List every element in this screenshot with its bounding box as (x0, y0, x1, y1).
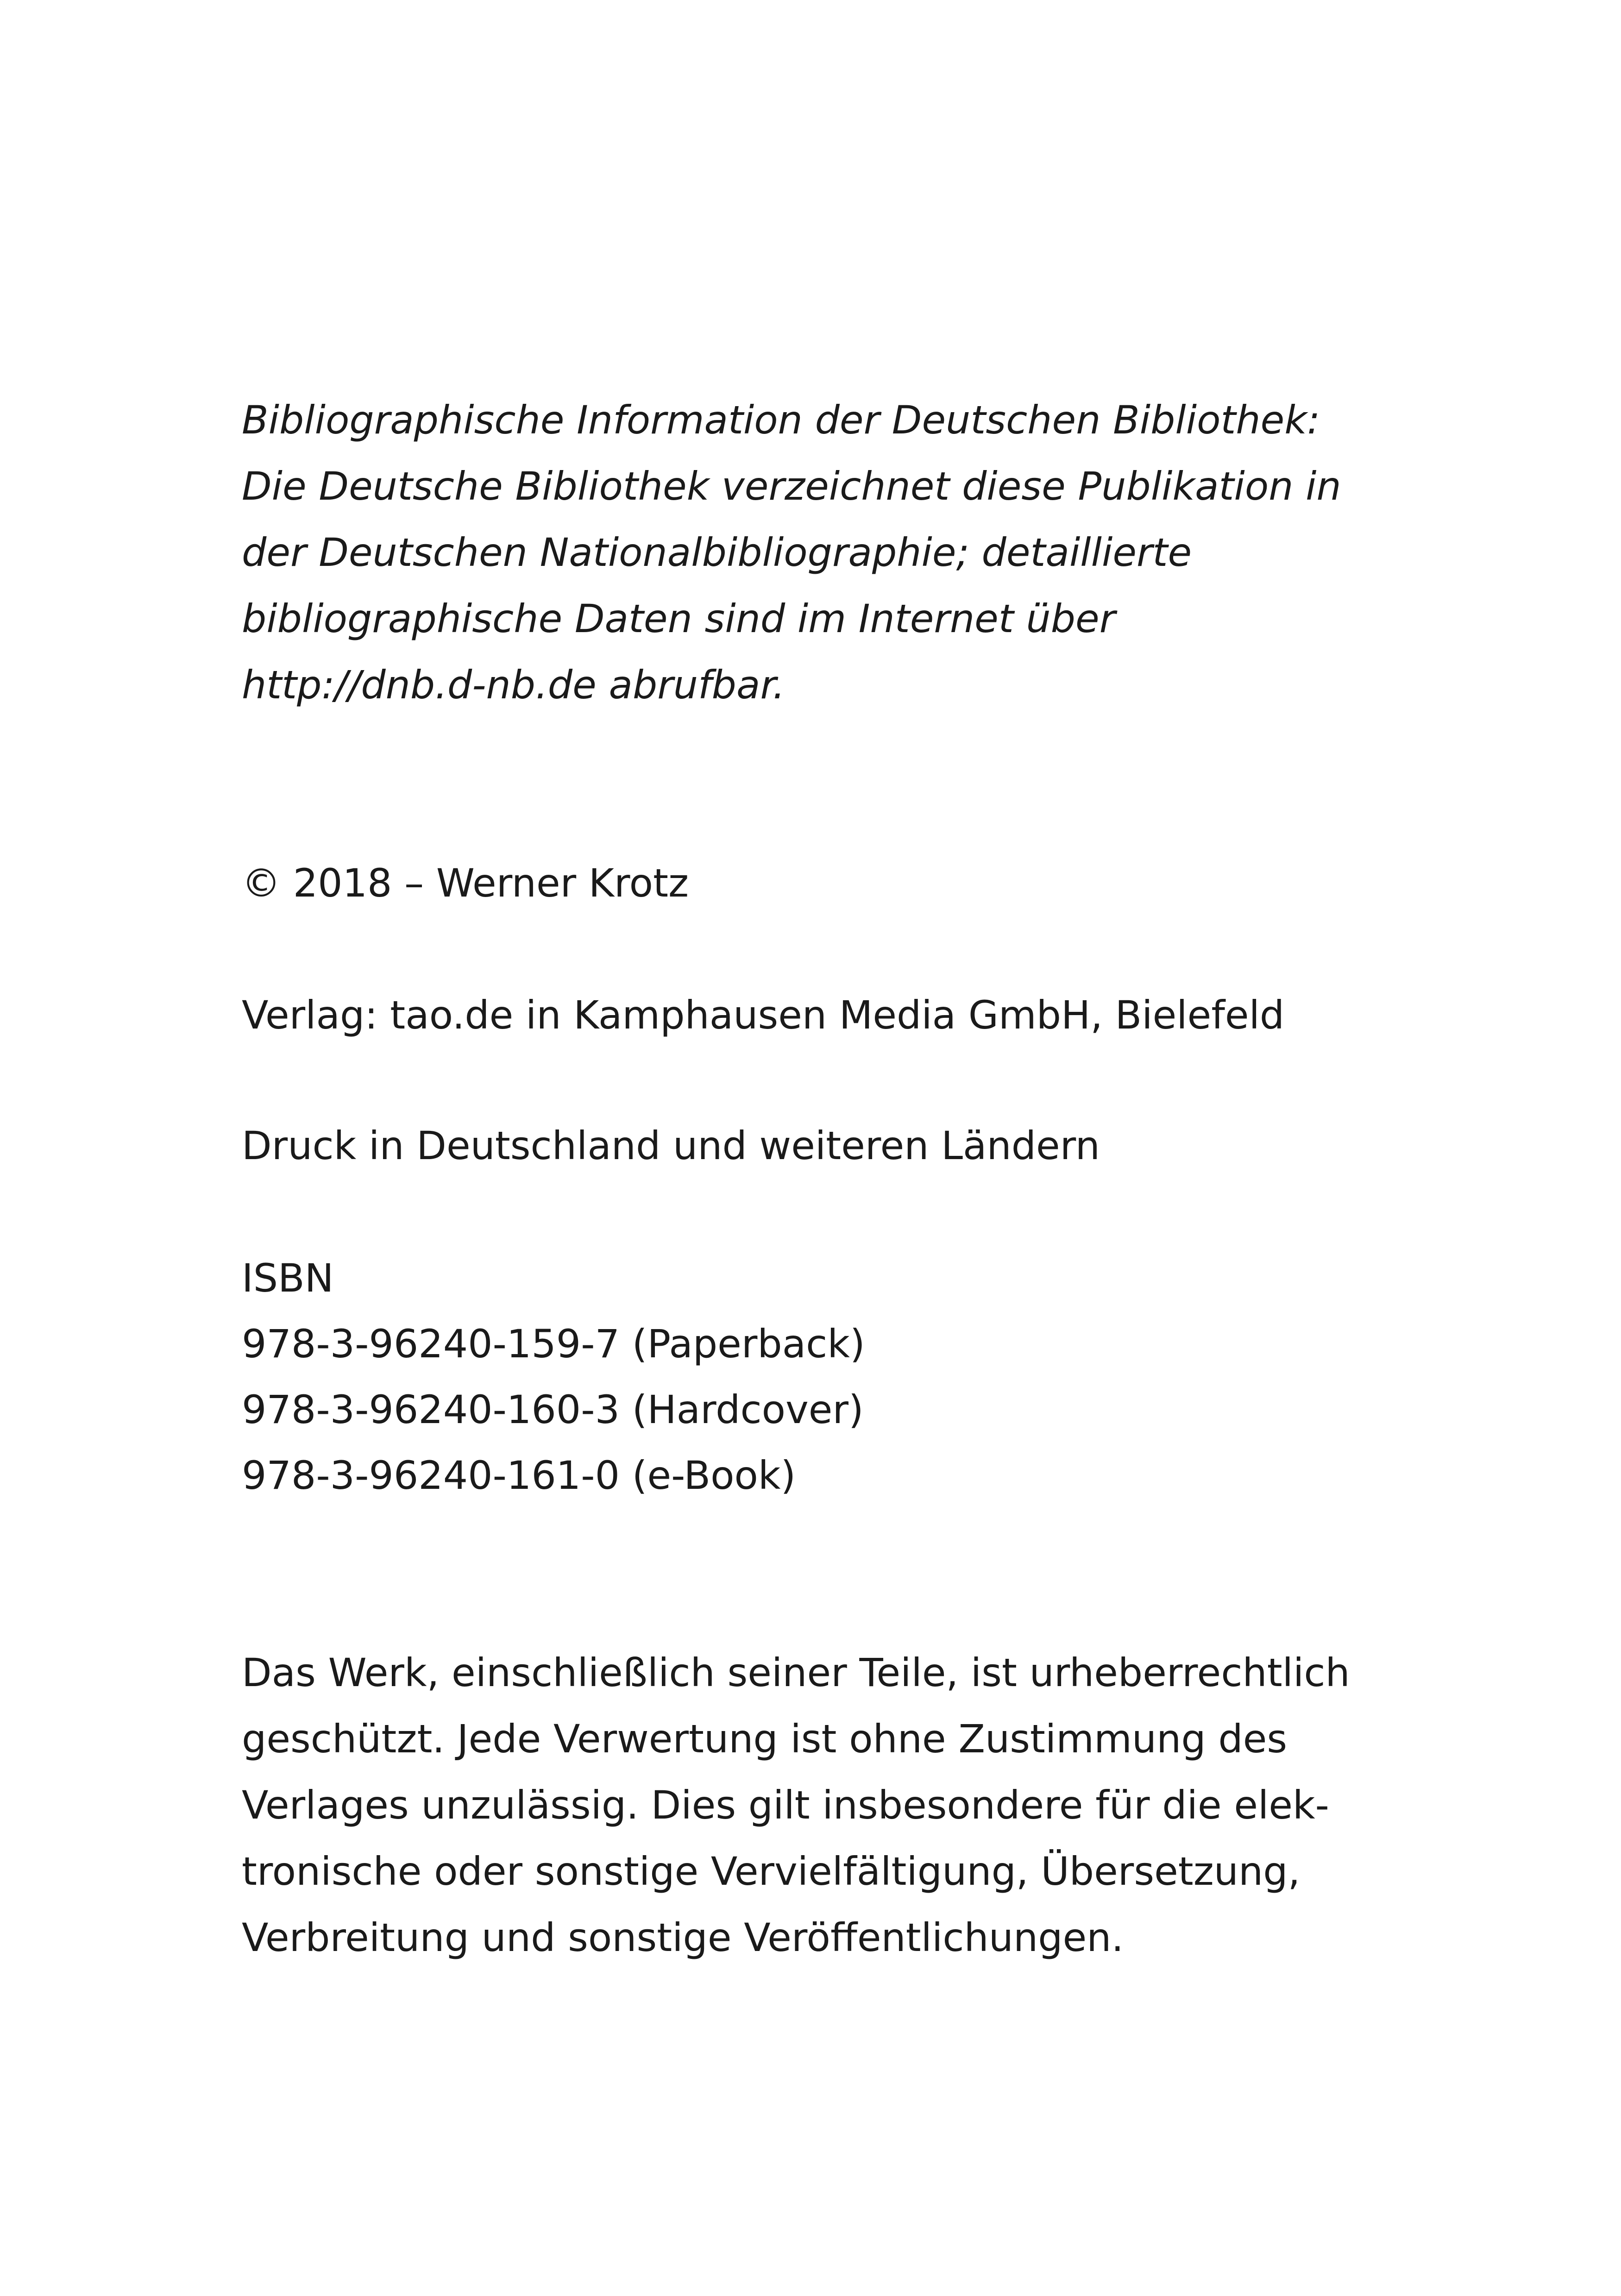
publisher-line: Verlag: tao.de in Kamphausen Media GmbH, Bielefeld (242, 992, 1285, 1038)
rights-notice-line: Verlages unzulässig. Dies gilt insbesondere für die elek- (242, 1782, 1329, 1828)
bibliographic-info-line: Bibliographische Information der Deutschen Bibliothek: (242, 397, 1320, 443)
printing-line: Druck in Deutschland und weiteren Ländern (242, 1123, 1100, 1168)
rights-notice-line: tronische oder sonstige Vervielfältigung, Übersetzung, (242, 1849, 1301, 1894)
rights-notice-line: geschützt. Jede Verwertung ist ohne Zustimmung des (242, 1716, 1288, 1762)
bibliographic-info-line: der Deutschen Nationalbibliographie; detaillierte (242, 530, 1192, 575)
bibliographic-info-line: Die Deutsche Bibliothek verzeichnet diese Publikation in (242, 464, 1341, 509)
isbn-ebook: 978-3-96240-161-0 (e-Book) (242, 1453, 796, 1498)
rights-notice-line: Verbreitung und sonstige Veröffentlichungen. (242, 1915, 1124, 1960)
rights-notice-line: Das Werk, einschließlich seiner Teile, ist urheberrechtlich (242, 1650, 1350, 1695)
isbn-label: ISBN (242, 1255, 334, 1301)
isbn-paperback: 978-3-96240-159-7 (Paperback) (242, 1321, 865, 1367)
isbn-hardcover: 978-3-96240-160-3 (Hardcover) (242, 1387, 864, 1432)
bibliographic-info-url-line: http://dnb.d-nb.de abrufbar. (242, 662, 785, 708)
copyright-notice: © 2018 – Werner Krotz (242, 860, 689, 906)
bibliographic-info-line: bibliographische Daten sind im Internet über (242, 596, 1116, 641)
